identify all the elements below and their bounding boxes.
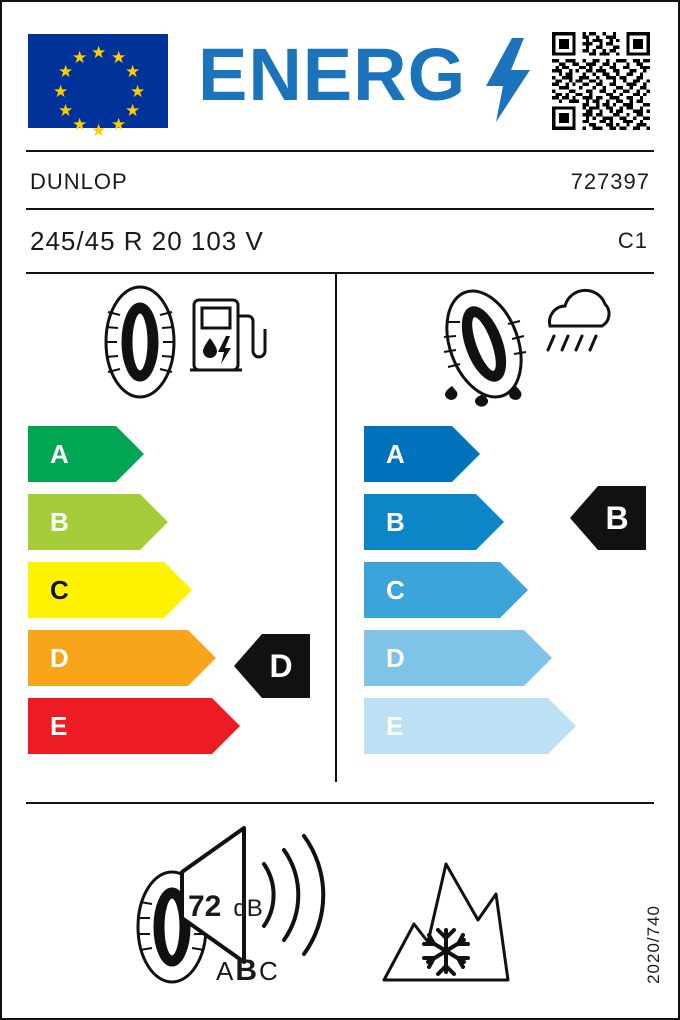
wet-marker-arrow — [570, 486, 598, 550]
tyre-size-designation: 245/45 R 20 103 V — [30, 226, 264, 256]
noise-class-c: C — [259, 956, 280, 986]
tyre-fuel-pump-icon — [90, 282, 270, 402]
wet-grade-c — [364, 562, 576, 618]
wet-grade-b-label: B — [364, 494, 476, 550]
label-header — [2, 2, 678, 140]
fuel-efficiency-scale — [28, 426, 240, 766]
fuel-grade-a-label: A — [28, 426, 116, 482]
fuel-grade-a-arrow — [116, 426, 144, 482]
lightning-bolt-icon — [486, 38, 530, 122]
fuel-grade-d-arrow — [188, 630, 216, 686]
fuel-grade-e-arrow — [212, 698, 240, 754]
wet-grade-a — [364, 426, 576, 482]
page-title: ENERG — [198, 33, 467, 116]
divider-bottom — [26, 802, 654, 804]
fuel-grade-b-label: B — [28, 494, 140, 550]
wet-grade-a-arrow — [452, 426, 480, 482]
wet-grade-e-arrow — [548, 698, 576, 754]
divider-size — [26, 272, 654, 274]
regulation-date-code: 2020/740 — [644, 905, 663, 984]
wet-rating-value: B — [598, 486, 646, 550]
manufacturer-name: DUNLOP — [30, 169, 128, 194]
fuel-grade-a — [28, 426, 240, 482]
noise-value: 72 — [188, 890, 222, 923]
noise-class-b: B — [235, 954, 260, 987]
column-separator — [335, 274, 337, 782]
wet-grade-b-arrow — [476, 494, 504, 550]
fuel-grade-b — [28, 494, 240, 550]
eu-flag-icon: ★ ★ ★ ★ ★ ★ ★ ★ ★ ★ ★ ★ — [28, 34, 168, 128]
wet-grade-c-arrow — [500, 562, 528, 618]
noise-unit: dB — [233, 895, 263, 922]
fuel-grade-e-label: E — [28, 698, 212, 754]
tyre-class: C1 — [617, 228, 648, 253]
type-identifier: 727397 — [570, 169, 650, 194]
wet-grade-e — [364, 698, 576, 754]
noise-class-indicator — [216, 954, 280, 988]
wet-grade-d-arrow — [524, 630, 552, 686]
wet-grade-d-label: D — [364, 630, 524, 686]
fuel-grade-d-label: D — [28, 630, 188, 686]
fuel-grade-e — [28, 698, 240, 754]
wet-grade-a-label: A — [364, 426, 452, 482]
fuel-grade-d — [28, 630, 240, 686]
wet-grip-rating-marker — [570, 486, 646, 550]
divider-brand — [26, 208, 654, 210]
wet-grade-c-label: C — [364, 562, 500, 618]
fuel-grade-b-arrow — [140, 494, 168, 550]
divider-header — [26, 150, 654, 152]
qr-code-icon — [552, 32, 650, 130]
wet-grade-e-label: E — [364, 698, 548, 754]
fuel-grade-c-label: C — [28, 562, 164, 618]
wet-grade-d — [364, 630, 576, 686]
fuel-grade-c-arrow — [164, 562, 192, 618]
noise-measurement — [188, 890, 263, 924]
fuel-grade-c — [28, 562, 240, 618]
tyre-rain-cloud-icon — [422, 282, 612, 412]
three-peak-mountain-snowflake-icon — [380, 858, 512, 986]
fuel-efficiency-rating-marker — [234, 634, 310, 698]
fuel-marker-arrow — [234, 634, 262, 698]
noise-class-a: A — [216, 956, 236, 986]
fuel-rating-value: D — [262, 634, 310, 698]
wet-grade-b — [364, 494, 576, 550]
wet-grip-scale — [364, 426, 576, 766]
